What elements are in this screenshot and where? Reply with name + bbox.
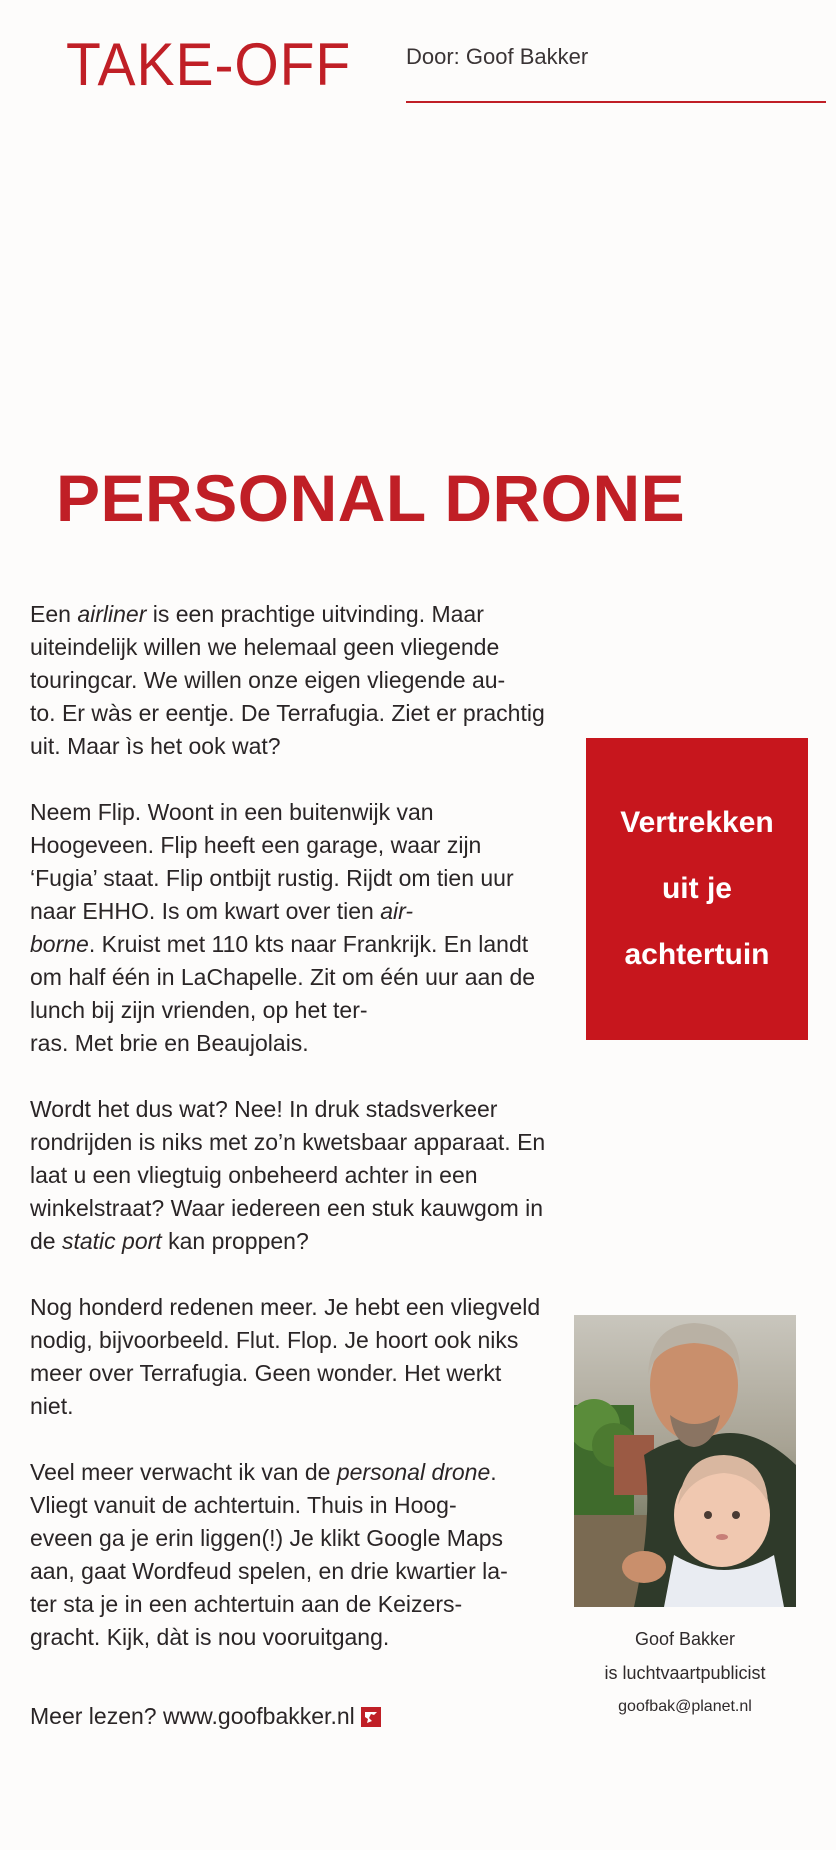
article-paragraph: Neem Flip. Woont in een buitenwijk van Hoogeveen. Flip heeft een garage, waar zijn ‘Fugia’ staat. Flip ontbijt rustig. Rijdt om tien uur naar EHHO. Is om kwart over tien air- borne. Kruist met 110 kts naar Frankrijk. En landt om half één in LaChapelle. Zit om één uur aan de lunch bij zijn vrienden, op het ter- ras. Met brie en Beaujolais. xyxy=(30,799,536,1056)
read-more-link[interactable]: Meer lezen? www.goofbakker.nl xyxy=(30,1703,355,1729)
airplane-icon xyxy=(361,1707,381,1727)
read-more-line xyxy=(30,1700,381,1733)
article-paragraph: Een airliner is een prachtige uitvinding. Maar uiteindelijk willen we helemaal geen vliegende touringcar. We willen onze eigen vliegende au- to. Er wàs er eentje. De Terrafugia. Ziet er prachtig uit. Maar ìs het ook wat? xyxy=(30,601,545,759)
author-email[interactable]: goofbak@planet.nl xyxy=(618,1698,752,1715)
author-photo xyxy=(574,1315,796,1607)
article-body xyxy=(30,598,550,1687)
byline: Door: Goof Bakker xyxy=(406,44,589,69)
author-name: Goof Bakker xyxy=(634,1629,736,1649)
article-paragraph: Wordt het dus wat? Nee! In druk stadsverkeer rondrijden is niks met zo’n kwetsbaar apparaat. En laat u een vliegtuig onbeheerd achter in een winkelstraat? Waar iedereen een stuk kauwgom in de static port kan proppen? xyxy=(30,1096,546,1254)
author-role: is luchtvaartpublicist xyxy=(604,1663,766,1683)
pull-quote-text xyxy=(597,790,797,988)
pull-quote-line: uit je xyxy=(661,872,732,905)
author-caption xyxy=(574,1622,796,1724)
header-rule xyxy=(406,101,826,103)
article-paragraph: Veel meer verwacht ik van de personal drone. Vliegt vanuit de achtertuin. Thuis in Hoog- eveen ga je erin liggen(!) Je klikt Google Maps aan, gaat Wordfeud spelen, en drie kwartier la- ter sta je in een achtertuin aan de Keizers- gracht. Kijk, dàt is nou vooruitgang. xyxy=(30,1459,508,1650)
article-paragraph: Nog honderd redenen meer. Je hebt een vliegveld nodig, bijvoorbeeld. Flut. Flop. Je hoort ook niks meer over Terrafugia. Geen wonder. Het werkt niet. xyxy=(30,1294,541,1419)
column-header xyxy=(0,0,836,120)
section-title: TAKE-OFF xyxy=(66,31,352,98)
pull-quote-line: Vertrekken xyxy=(620,806,774,839)
pull-quote-line: achtertuin xyxy=(624,938,770,971)
pull-quote xyxy=(586,738,808,1040)
article-title: PERSONAL DRONE xyxy=(56,461,686,535)
